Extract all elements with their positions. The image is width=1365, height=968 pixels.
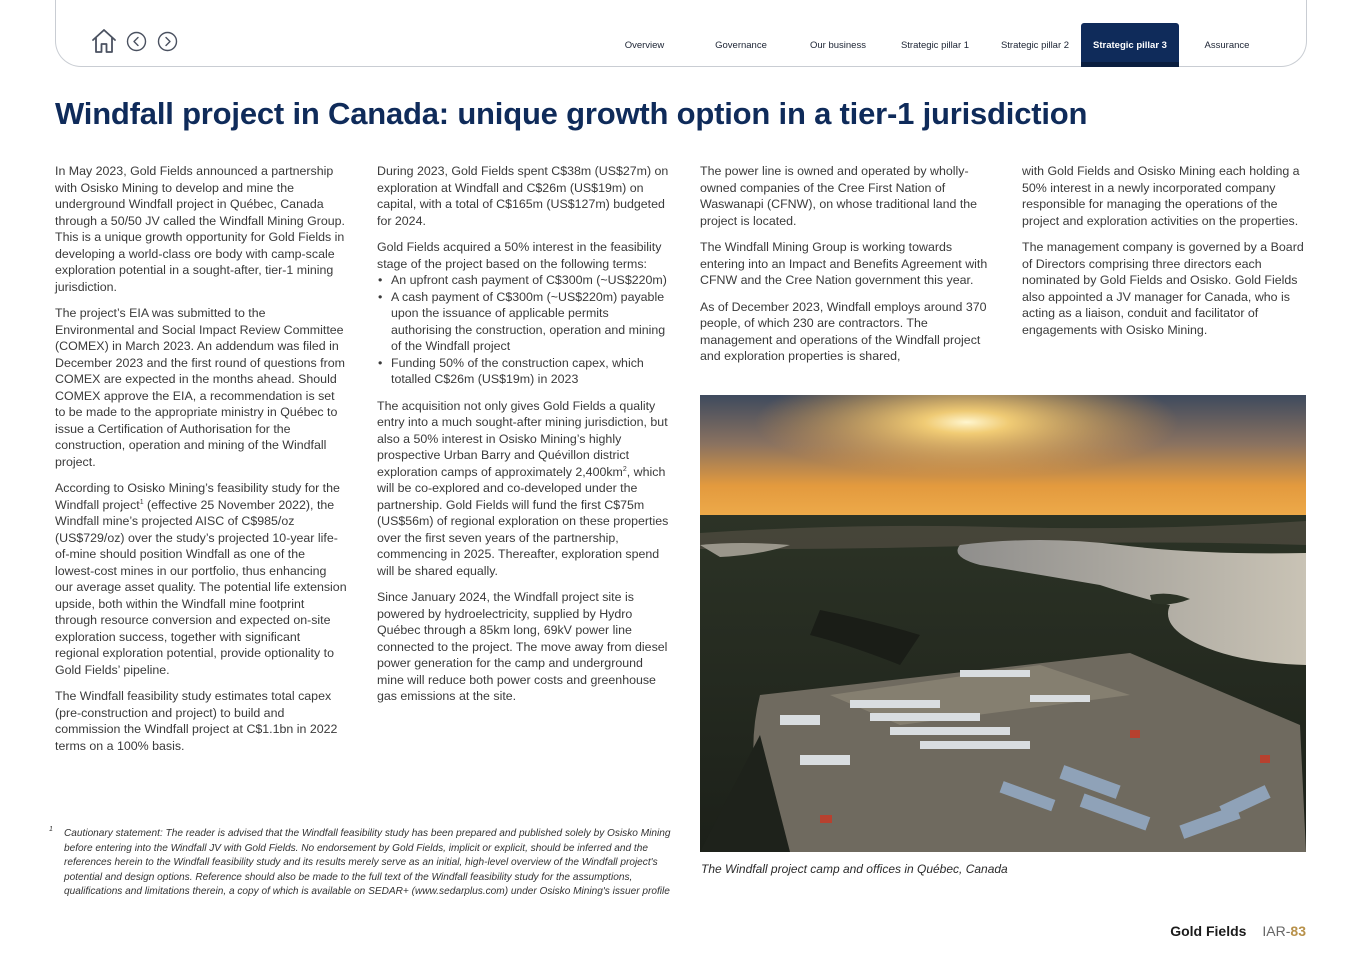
paragraph: The project’s EIA was submitted to the Environmental and Social Impact Review Committee (COMEX) in March 2023. An addendum was filed in December 2023 and the first round of questions from COMEX are expected in the months ahead. Should COMEX approve the EIA, a recommendation is set to be made to the appropriate ministry in Québec to issue a Certification of Authorisation for the construction, operation and mining of the Windfall project. (55, 306, 345, 469)
list-item: • Funding 50% of the construction capex, which totalled C$26m (US$19m) in 2023 (377, 355, 669, 388)
paragraph: The Windfall Mining Group is working towards entering into an Impact and Benefits Agreement with CFNW and the Cree Nation government this year. (700, 240, 988, 287)
superscript: 2 (622, 465, 627, 473)
text-column-2 (377, 163, 669, 715)
paragraph-text: According to Osisko Mining’s feasibility study for the Windfall project (55, 481, 340, 512)
paragraph: with Gold Fields and Osisko Mining each holding a 50% interest in a newly incorporated company responsible for managing the operations of the project and exploration activities on the properties. (1022, 164, 1300, 228)
tab-strategic-pillar-1[interactable]: Strategic pillar 1 (900, 39, 970, 51)
paragraph-text: The acquisition not only gives Gold Fields a quality entry into a much sought-after mining jurisdiction, but also a 50% interest in Osisko Mining’s highly prospective Urban Barry and Quévillon district exploration camps of approximately 2,400km (377, 398, 668, 479)
section-tabs (602, 23, 1275, 67)
paragraph-text: (effective 25 November 2022), the Windfall mine’s projected AISC of C$985/oz (US$729/oz) over the study’s projected 10-year life-of-mine should position Windfall as one of the lowest-cost mines in our portfolio, thus enhancing our average asset quality. The potential life extension upside, both within the Windfall mine footprint through resource conversion and expected on-site exploration success, together with significant regional exploration potential, provide optionality to Gold Fields’ pipeline. (55, 497, 347, 677)
text-column-1 (55, 163, 347, 764)
paragraph: The power line is owned and operated by wholly-owned companies of the Cree First Nation of Waswanapi (CFNW), on whose traditional land the project is located. (700, 164, 978, 228)
home-icon[interactable] (90, 27, 118, 55)
list-item: • A cash payment of C$300m (~US$220m) payable upon the issuance of applicable permits authorising the construction, operation and mining of the Windfall project (377, 289, 669, 355)
paragraph-text: , which will be co-explored and co-developed under the partnership. Gold Fields will fund the first C$75m (US$56m) of regional exploration on these properties over the first seven years of the partnership, commencing in 2025. Thereafter, exploration spend will be shared equally. (377, 464, 669, 578)
footnote-text: Cautionary statement: The reader is advised that the Windfall feasibility study has been prepared and published solely by Osisko Mining before entering into the Windfall JV with Gold Fields. No endorsement by Gold Fields, implicit or explicit, should be inferred and the references herein to the Windfall feasibility study and its results merely serve as an initial, high-level overview of the Windfall project's potential and design options. Reference should also be made to the full text of the Windfall feasibility study for the assumptions, qualifications and limitations therein, a copy of which is available on SEDAR+ (www.sedarplus.com) under Osisko Mining's issuer profile (64, 828, 671, 897)
paragraph (55, 480, 347, 678)
footnote-reference[interactable]: 1 (139, 498, 144, 506)
brand-name: Gold Fields (1170, 923, 1247, 939)
tab-our-business[interactable]: Our business (810, 39, 866, 51)
footnote-marker: 1 (49, 826, 53, 833)
paragraph: Gold Fields acquired a 50% interest in the feasibility stage of the project based on the following terms: (377, 240, 662, 271)
tab-strategic-pillar-2[interactable]: Strategic pillar 2 (1000, 39, 1070, 51)
page-number: 83 (1290, 923, 1306, 939)
terms-list (377, 272, 669, 388)
forward-arrow-icon[interactable] (157, 31, 178, 52)
tab-governance[interactable]: Governance (715, 39, 767, 51)
page-title: Windfall project in Canada: unique growth option in a tier-1 jurisdiction (55, 96, 1088, 131)
page-footer (1170, 923, 1306, 939)
tab-overview[interactable]: Overview (624, 39, 665, 51)
windfall-camp-photo (700, 395, 1306, 852)
photo-caption: The Windfall project camp and offices in Québec, Canada (701, 862, 1008, 876)
paragraph: Since January 2024, the Windfall project site is powered by hydroelectricity, supplied by Hydro Québec through a 85km long, 69kV power line connected to the project. The move away from diesel power generation for the camp and underground mine will reduce both power costs and greenhouse gas emissions at the site. (377, 590, 668, 703)
paragraph: During 2023, Gold Fields spent C$38m (US$27m) on exploration at Windfall and C$26m (US$19m) on capital, with a total of C$165m (US$127m) budgeted for 2024. (377, 164, 669, 228)
paragraph (377, 398, 669, 580)
text-column-3 (700, 163, 990, 375)
list-item: • An upfront cash payment of C$300m (~US$220m) (377, 272, 669, 289)
paragraph: In May 2023, Gold Fields announced a partnership with Osisko Mining to develop and mine the underground Windfall project in Québec, Canada through a 50/50 JV called the Windfall Mining Group. This is a unique growth opportunity for Gold Fields in developing a world-class ore body with camp-scale exploration potential in a sought-after, tier-1 mining jurisdiction. (55, 164, 345, 294)
tab-strategic-pillar-3[interactable]: Strategic pillar 3 (1081, 23, 1179, 67)
text-column-4 (1022, 163, 1305, 348)
back-arrow-icon[interactable] (126, 31, 147, 52)
paragraph: As of December 2023, Windfall employs around 370 people, of which 230 are contractors. The management and operations of the Windfall project and exploration properties is shared, (700, 299, 987, 363)
report-label: IAR- (1262, 923, 1291, 939)
paragraph: The management company is governed by a Board of Directors comprising three directors each nominated by Gold Fields and Osisko. Gold Fields also appointed a JV manager for Canada, who is acting as a liaison, conduit and facilitator of engagements with Osisko Mining. (1022, 240, 1304, 337)
paragraph: The Windfall feasibility study estimates total capex (pre-construction and project) to build and commission the Windfall project at C$1.1bn in 2022 terms on a 100% basis. (55, 689, 338, 753)
tab-assurance[interactable]: Assurance (1204, 39, 1250, 51)
nav-icons (90, 27, 188, 55)
